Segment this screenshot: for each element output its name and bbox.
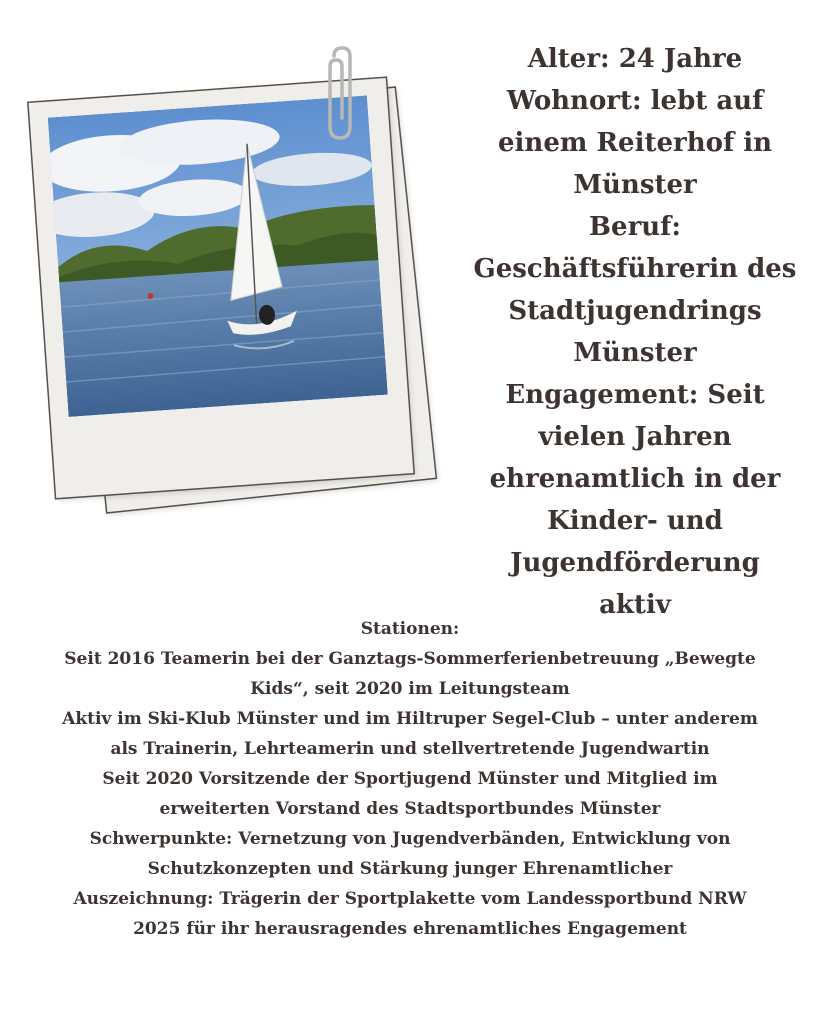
paperclip-icon [320, 46, 360, 146]
polaroid-photo-stack [0, 0, 470, 560]
residence-text: Wohnort: lebt auf einem Reiterhof in Münster [498, 86, 772, 200]
engagement-text: Engagement: Seit vielen Jahren ehrenamtlich in der Kinder- und Jugendförderung aktiv [489, 380, 781, 620]
station-item: Schwerpunkte: Vernetzung von Jugendverbänden, Entwicklung von Schutzkonzepten und Stärkung junger Ehrenamtlicher [89, 829, 731, 879]
stations-heading: Stationen: [360, 619, 460, 639]
station-item: Seit 2016 Teamerin bei der Ganztags-Sommerferienbetreuung „Bewegte Kids“, seit 2020 im Leitungsteam [64, 649, 756, 699]
age-text: Alter: 24 Jahre [527, 44, 743, 74]
profile-facts [470, 38, 800, 626]
station-item: Seit 2020 Vorsitzende der Sportjugend Münster und Mitglied im erweiterten Vorstand des Stadtsportbundes Münster [102, 769, 718, 819]
station-item: Aktiv im Ski-Klub Münster und im Hiltruper Segel-Club – unter anderem als Trainerin, Lehrteamerin und stellvertretende Jugendwartin [62, 709, 758, 759]
station-item: Auszeichnung: Trägerin der Sportplakette vom Landessportbund NRW 2025 für ihr herausragendes ehrenamtliches Engagement [73, 889, 747, 939]
job-label: Beruf: [589, 212, 681, 242]
stations-section [60, 614, 760, 944]
job-text: Geschäftsführerin des Stadtjugendrings Münster [473, 254, 797, 368]
